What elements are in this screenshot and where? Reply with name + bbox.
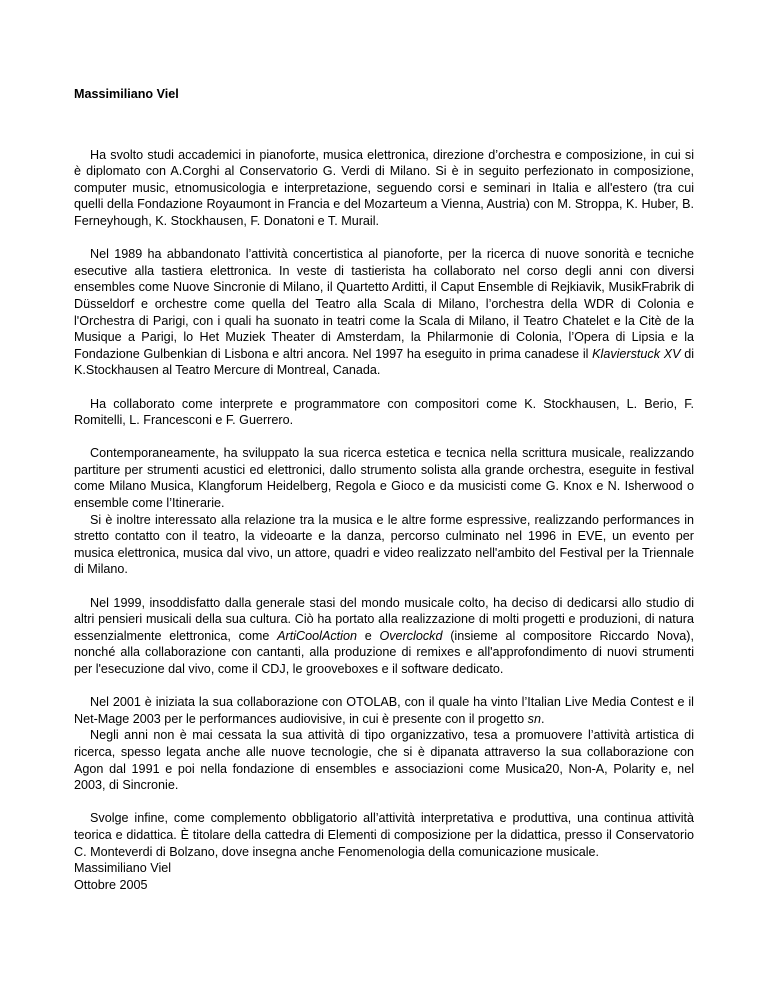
- paragraph-collaborations: [74, 396, 694, 429]
- work-title: Klavierstuck XV: [592, 346, 681, 361]
- paragraph-text: Ha collaborato come interprete e programmatore con compositori come K. Stockhausen, L. Berio, F. Romitelli, L. Francesconi e F. Guerrero.: [74, 396, 694, 428]
- project-title: sn: [527, 711, 541, 726]
- paragraph-text: Negli anni non è mai cessata la sua attività di tipo organizzativo, tesa a promuovere l’attività artistica di ricerca, spesso legata anche alle nuove tecnologie, che si è dipanata attraverso la sua collaborazione con Agon dal 1991 e poi nella fondazione di ensembles e associazioni come Musica20, Non-A, Polarity e, nel 2003, di Sincronie.: [74, 728, 694, 793]
- document-page: [74, 86, 694, 893]
- paragraph-performances: [74, 512, 694, 578]
- signature-name: Massimiliano Viel: [74, 861, 172, 876]
- paragraph-keyboard-career: [74, 246, 694, 379]
- signature-date: Ottobre 2005: [74, 877, 148, 892]
- paragraph-text: Nel 1989 ha abbandonato l’attività concertistica al pianoforte, per la ricerca di nuove sonorità e tecniche esecutive alla tastiera elettronica. In veste di tastierista ha collaborato nel corso degli anni con diversi ensembles come Nuove Sincronie di Milano, il Quartetto Arditti, il Caput Ensemble di Rejkiavik, MusikFrabrik di Düsseldorf e orchestre come quella del Teatro alla Scala di Milano, l’orchestra della WDR di Colonia e l'Orchestra di Parigi, con i quali ha suonato in teatri come la Scala di Milano, il Teatro Chatelet e la Citè de la Musique a Parigi, lo Het Muziek Theater di Amsterdam, la Philarmonie di Colonia, l’Opera di Lipsia e la Fondazione Gulbenkian di Lisbona e altri ancora. Nel 1997 ha eseguito in prima canadese il: [74, 247, 694, 361]
- paragraph-text: Ha svolto studi accademici in pianoforte, musica elettronica, direzione d’orchestra e composizione, in cui si è diplomato con A.Corghi al Conservatorio G. Verdi di Milano. Si è in seguito perfezionato in composizione, computer music, etnomusicologia e interpretazione, seguendo corsi e seminari in Italia e all'estero (tra cui quelli della Fondazione Royaumont in Francia e del Mozarteum a Vienna, Austria) con M. Stroppa, K. Huber, B. Ferneyhough, K. Stockhausen, F. Donatoni e T. Murail.: [74, 147, 694, 228]
- paragraph-organization: [74, 727, 694, 793]
- paragraph-text: (insieme al compositore Riccardo Nova), nonché alla collaborazione con cantanti, alla produzione di remixes e all'approfondimento di nuovi strumenti per l'esecuzione dal vivo, come il CDJ, le grooveboxes e il software dedicato.: [74, 628, 694, 676]
- paragraph-composition: [74, 445, 694, 511]
- paragraph-electronic-projects: [74, 595, 694, 678]
- paragraph-text: Nel 2001 è iniziata la sua collaborazione con OTOLAB, con il quale ha vinto l’Italian Live Media Contest e il Net-Mage 2003 per le performances audiovisive, in cui è presente con il progetto: [74, 695, 694, 726]
- paragraph-text: e: [356, 628, 380, 643]
- project-title: ArtiCoolAction: [277, 628, 357, 643]
- paragraph-text: di K.Stockhausen al Teatro Mercure di Montreal, Canada.: [74, 346, 695, 378]
- paragraph-otolab: [74, 694, 694, 727]
- paragraph-text: Nel 1999, insoddisfatto dalla generale stasi del mondo musicale colto, ha deciso di dedicarsi allo studio di altri pensieri musicali della sua cultura. Ciò ha portato alla realizzazione di molti progetti e produzioni, di natura essenzialmente elettronica, come: [74, 595, 694, 643]
- project-title: Overclockd: [379, 628, 443, 643]
- paragraph-teaching: [74, 810, 694, 860]
- paragraph-text: Contemporaneamente, ha sviluppato la sua ricerca estetica e tecnica nella scrittura musicale, realizzando partiture per strumenti acustici ed elettronici, dallo strumento solista alla grande orchestra, eseguite in festival come Milano Musica, Klangforum Heidelberg, Regola e Gioco e da musicisti come G. Knox e N. Isherwood o ensemble come l’Itinerarie.: [74, 446, 694, 511]
- paragraph-text: .: [540, 711, 545, 726]
- paragraph-studies: [74, 147, 694, 230]
- paragraph-text: Svolge infine, come complemento obbligatorio all’attività interpretativa e produttiva, una continua attività teorica e didattica. È titolare della cattedra di Elementi di composizione per la didattica, presso il Conservatorio C. Monteverdi di Bolzano, dove insegna anche Fenomenologia della comunicazione musicale.: [74, 811, 694, 859]
- paragraph-text: Si è inoltre interessato alla relazione tra la musica e le altre forme espressive, realizzando performances in stretto contatto con il teatro, la videoarte e la danza, percorso culminato nel 1996 in EVE, un evento per musica elettronica, musica dal vivo, un attore, quadri e video realizzato nell'ambito del Festival per la Triennale di Milano.: [74, 512, 694, 577]
- document-title: Massimiliano Viel: [74, 87, 179, 101]
